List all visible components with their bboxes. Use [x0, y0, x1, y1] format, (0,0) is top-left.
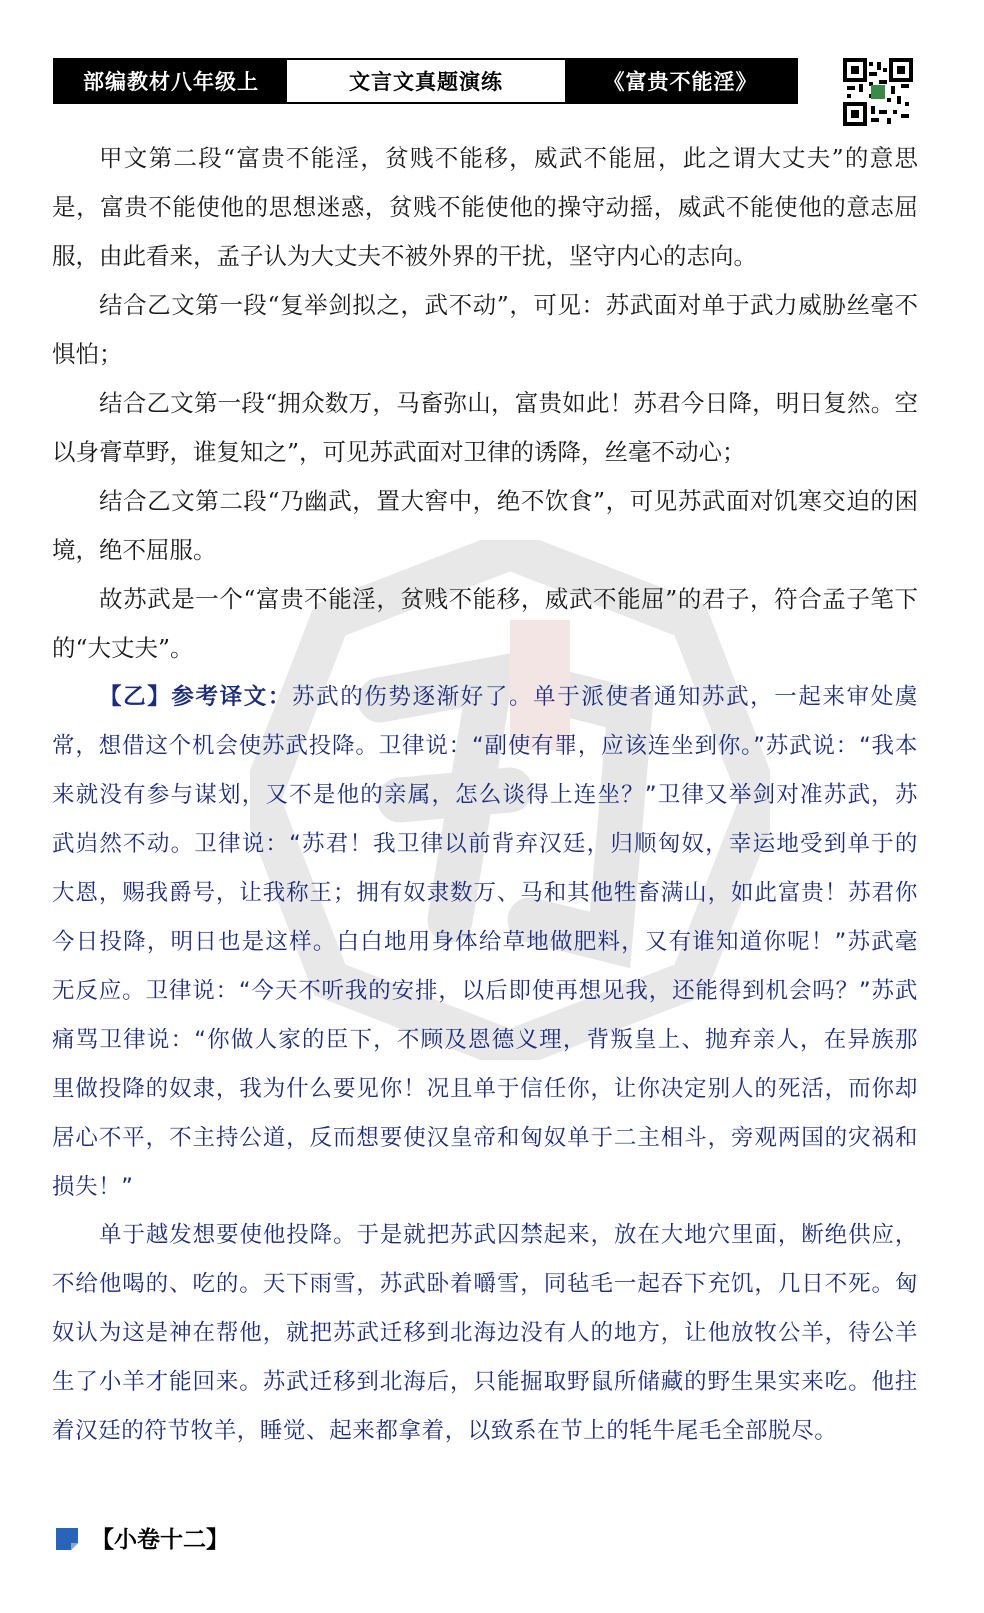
- qr-code-icon: [843, 58, 913, 126]
- header-lesson-title: 《富贵不能淫》: [565, 60, 796, 102]
- note-icon: [53, 1525, 81, 1551]
- translation-paragraph-2: 单于越发想要使他投降。于是就把苏武囚禁起来，放在大地穴里面，断绝供应，不给他喝的、吃的。天下雨雪，苏武卧着嚼雪，同毡毛一起吞下充饥，几日不死。匈奴认为这是神在帮他，就把苏武迁移到北海边没有人的地方，让他放牧公羊，待公羊生了小羊才能回来。苏武迁移到北海后，只能掘取野鼠所储藏的野生果实来吃。他拄着汉廷的符节牧羊，睡觉、起来都拿着，以致系在节上的牦牛尾毛全部脱尽。: [52, 1222, 918, 1444]
- translation-text-1: 苏武的伤势逐渐好了。单于派使者通知苏武，一起来审处虞常，想借这个机会使苏武投降。卫律说：“副使有罪，应该连坐到你。”苏武说：“我本来就没有参与谋划，又不是他的亲属，怎么谈得上连坐？”卫律又举剑对准苏武，苏武岿然不动。卫律说：“苏君！我卫律以前背弃汉廷，归顺匈奴，幸运地受到单于的大恩，赐我爵号，让我称王；拥有奴隶数万、马和其他牲畜满山，如此富贵！苏君你今日投降，明日也是这样。白白地用身体给草地做肥料，又有谁知道你呢！”苏武毫无反应。卫律说：“今天不听我的安排，以后即使再想见我，还能得到机会吗？”苏武痛骂卫律说：“你做人家的臣下，不顾及恩德义理，背叛皇上、抛弃亲人，在异族那里做投降的奴隶，我为什么要见你！况且单于信任你，让你决定别人的死活，而你却居心不平，不主持公道，反而想要使汉皇帝和匈奴单于二主相斗，旁观两国的灾祸和损失！”: [52, 684, 918, 1200]
- paragraph-temptation: 结合乙文第一段“拥众数万，马畜弥山，富贵如此！苏君今日降，明日复然。空以身膏草野，谁复知之”，可见苏武面对卫律的诱降，丝毫不动心；: [52, 389, 918, 466]
- paragraph-meaning: 甲文第二段“富贵不能淫，贫贱不能移，威武不能屈，此之谓大丈夫”的意思是，富贵不能使他的思想迷惑，贫贱不能使他的操守动摇，威武不能使他的意志屈服，由此看来，孟子认为大丈夫不被外界的干扰，坚守内心的志向。: [52, 144, 918, 270]
- paragraph-threat: 结合乙文第一段“复举剑拟之，武不动”，可见：苏武面对单于武力威胁丝毫不惧怕；: [52, 291, 918, 368]
- paragraph-conclusion: 故苏武是一个“富贵不能淫，贫贱不能移，威武不能屈”的君子，符合孟子笔下的“大丈夫”。: [52, 585, 918, 662]
- translation-paragraph-1: [52, 673, 918, 1212]
- page-header: [53, 58, 798, 104]
- footer-section: [53, 1521, 229, 1554]
- paragraph-hardship: 结合乙文第二段“乃幽武，置大窖中，绝不饮食”，可见苏武面对饥寒交迫的困境，绝不屈服。: [52, 487, 918, 564]
- header-section-title: 文言文真题演练: [287, 60, 565, 102]
- translation-label: 【乙】参考译文：: [99, 684, 292, 710]
- header-grade-label: 部编教材八年级上: [55, 60, 287, 102]
- footer-label: 【小卷十二】: [91, 1527, 229, 1553]
